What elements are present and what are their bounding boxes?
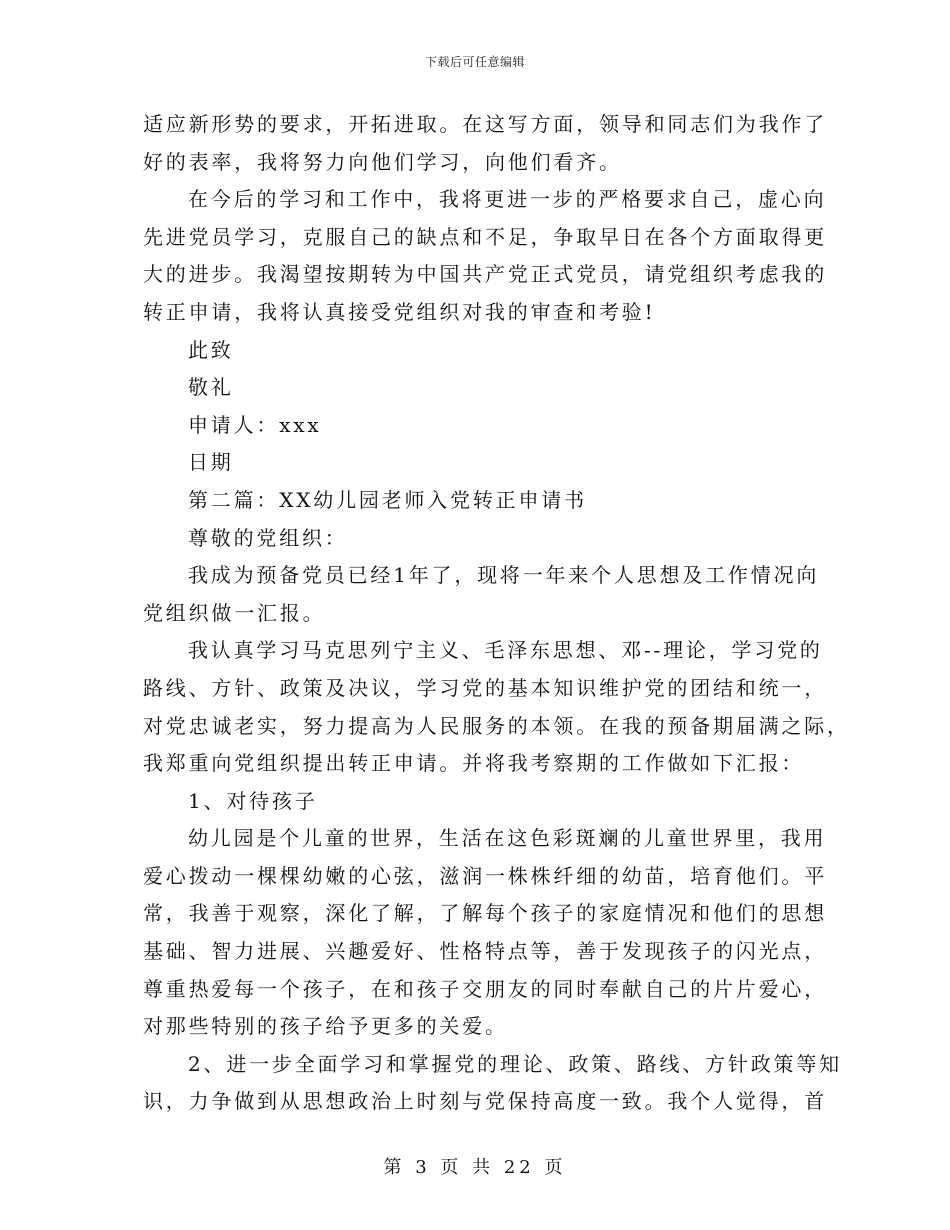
- document-body: [143, 106, 850, 1121]
- text-line: 识，力争做到从思想政治上时刻与党保持高度一致。我个人觉得，首: [143, 1089, 827, 1114]
- page-header: 下载后可任意编辑: [424, 55, 525, 69]
- text-line: 爱心拨动一棵棵幼嫩的心弦，滋润一株株纤细的幼苗，培育他们。平: [143, 863, 827, 888]
- text-line: 对党忠诚老实，努力提高为人民服务的本领。在我的预备期届满之际，: [143, 713, 850, 738]
- text-line: 在今后的学习和工作中，我将更进一步的严格要求自己，虚心向: [188, 187, 827, 212]
- text-line: 先进党员学习，克服自己的缺点和不足，争取早日在各个方面取得更: [143, 224, 827, 249]
- text-line: 此致: [188, 337, 234, 362]
- text-line: 2、进一步全面学习和掌握党的理论、政策、路线、方针政策等知: [188, 1051, 842, 1076]
- text-line: 适应新形势的要求，开拓进取。在这写方面，领导和同志们为我作了: [143, 112, 827, 136]
- text-line: 基础、智力进展、兴趣爱好、性格特点等，善于发现孩子的闪光点，: [143, 939, 827, 964]
- text-line: 我认真学习马克思列宁主义、毛泽东思想、邓--理论，学习党的: [188, 638, 823, 663]
- text-line: 好的表率，我将努力向他们学习，向他们看齐。: [143, 149, 622, 174]
- text-line: 我郑重向党组织提出转正申请。并将我考察期的工作做如下汇报：: [143, 751, 805, 776]
- text-line: 申请人：xxx: [188, 412, 322, 437]
- text-line: 对那些特别的孩子给予更多的关爱。: [143, 1014, 508, 1039]
- text-line: 我成为预备党员已经1年了，现将一年来个人思想及工作情况向: [188, 563, 820, 588]
- text-line: 敬礼: [188, 375, 234, 400]
- text-line: 常，我善于观察，深化了解，了解每个孩子的家庭情况和他们的思想: [143, 901, 827, 926]
- text-line: 第二篇：XX幼儿园老师入党转正申请书: [188, 487, 587, 512]
- text-line: 大的进步。我渴望按期转为中国共产党正式党员，请党组织考虑我的: [143, 262, 827, 287]
- text-line: 转正申请，我将认真接受党组织对我的审查和考验!: [143, 299, 656, 324]
- text-line: 幼儿园是个儿童的世界，生活在这色彩斑斓的儿童世界里，我用: [188, 826, 827, 851]
- page-number-footer: 第 3 页 共 22 页: [383, 1157, 567, 1178]
- text-line: 尊重热爱每一个孩子，在和孩子交朋友的同时奉献自己的片片爱心，: [143, 976, 827, 1001]
- text-line: 路线、方针、政策及决议，学习党的基本知识维护党的团结和统一，: [143, 675, 827, 700]
- text-line: 党组织做一汇报。: [143, 600, 326, 625]
- text-line: 日期: [188, 450, 234, 475]
- text-line: 尊敬的党组织：: [188, 525, 348, 550]
- text-line: 1、对待孩子: [188, 788, 318, 813]
